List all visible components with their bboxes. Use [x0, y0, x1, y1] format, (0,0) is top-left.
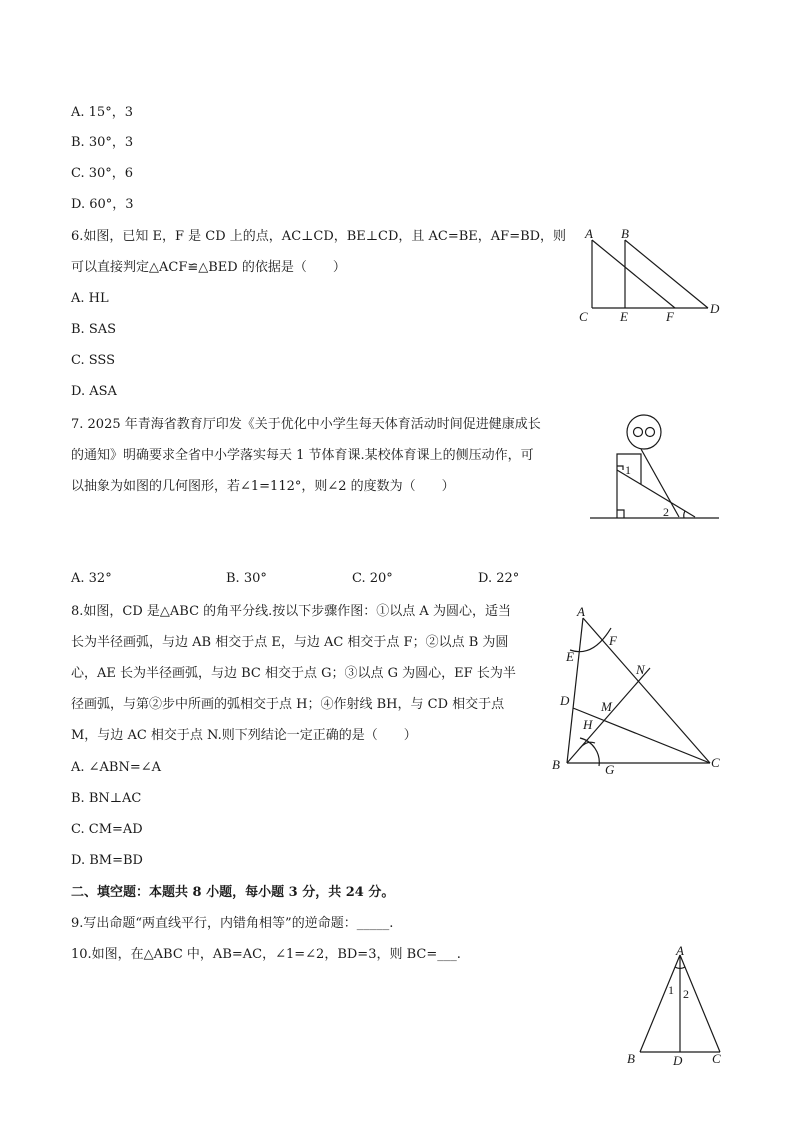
q10-angle1-label: 1 — [668, 983, 674, 997]
q7-small-mark — [617, 466, 623, 470]
q8-label-f: F — [609, 633, 617, 648]
q8-figure — [545, 598, 735, 783]
q6-label-f: F — [666, 309, 674, 324]
q10-stem: 10.如图，在△ABC 中，AB=AC，∠1=∠2，BD=3，则 BC=___. — [71, 947, 461, 962]
q5-option-d: D. 60°，3 — [71, 197, 134, 212]
q6-option-a: A. HL — [71, 291, 109, 306]
q8-stem-line3: 心，AE 长为半径画弧，与边 BC 相交于点 G；③以点 G 为圆心，EF 长为半 — [71, 666, 516, 681]
q8-option-a: A. ∠ABN=∠A — [71, 760, 162, 775]
q8-option-d: D. BM=BD — [71, 853, 143, 868]
q6-seg-bd — [625, 240, 708, 308]
q5-option-a: A. 15°，3 — [71, 105, 133, 120]
q7-figure — [585, 410, 725, 525]
q10-side-ac — [680, 955, 720, 1052]
q5-option-b: B. 30°，3 — [71, 135, 134, 150]
q10-label-b: B — [627, 1051, 635, 1066]
q8-label-d: D — [560, 693, 570, 708]
q6-label-d: D — [710, 301, 720, 316]
q7-stem-line2: 的通知》明确要求全省中小学落实每天 1 节体育课.某校体育课上的侧压动作，可 — [71, 448, 534, 463]
q8-arc-ef — [570, 628, 611, 652]
q6-label-a: A — [585, 226, 593, 241]
q7-option-a: A. 32° — [71, 571, 112, 586]
q6-label-c: C — [579, 309, 588, 324]
q7-option-d: D. 22° — [478, 571, 520, 586]
q6-option-b: B. SAS — [71, 322, 117, 337]
q6-label-e: E — [620, 309, 628, 324]
q8-label-n: N — [636, 662, 645, 677]
q8-stem-line5: M，与边 AC 相交于点 N.则下列结论一定正确的是（ ） — [71, 728, 417, 743]
q8-label-a: A — [577, 604, 585, 619]
q7-stem-line1: 7. 2025 年青海省教育厅印发《关于优化中小学生每天体育活动时间促进健康成长 — [71, 417, 541, 432]
q10-figure — [615, 940, 735, 1070]
q8-label-b: B — [552, 757, 560, 772]
q10-label-c: C — [712, 1051, 721, 1066]
q9-stem: 9.写出命题“两直线平行，内错角相等”的逆命题：_____. — [71, 916, 394, 931]
q10-angle2-label: 2 — [683, 987, 689, 1001]
q7-right-angle-mark — [617, 510, 624, 518]
q8-stem-line2: 长为半径画弧，与边 AB 相交于点 E，与边 AC 相交于点 F；②以点 B 为圆 — [71, 635, 509, 650]
q6-figure — [575, 222, 735, 327]
q10-side-ab — [640, 955, 680, 1052]
q8-option-b: B. BN⊥AC — [71, 791, 142, 806]
q6-label-b: B — [621, 226, 629, 241]
q10-label-d: D — [673, 1053, 683, 1068]
q7-eye-right — [646, 428, 655, 437]
q8-label-m: M — [601, 699, 612, 714]
q7-leg-line — [641, 449, 679, 517]
q10-label-a: A — [676, 943, 684, 958]
section2-heading: 二、填空题：本题共 8 小题，每小题 3 分，共 24 分。 — [71, 885, 395, 900]
q8-label-e: E — [566, 649, 574, 664]
q8-stem-line4: 径画弧，与第②步中所画的弧相交于点 H；④作射线 BH，与 CD 相交于点 — [71, 697, 505, 712]
q7-angle2-arc — [684, 511, 685, 518]
q8-stem-line1: 8.如图，CD 是△ABC 的角平分线.按以下步骤作图：①以点 A 为圆心，适当 — [71, 604, 511, 619]
q7-head-circle — [627, 415, 661, 449]
q7-option-c: C. 20° — [352, 571, 393, 586]
q6-option-d: D. ASA — [71, 384, 117, 399]
q7-stem-line3: 以抽象为如图的几何图形，若∠1=112°，则∠2 的度数为（ ） — [71, 479, 455, 494]
q7-angle1-label: 1 — [625, 463, 631, 477]
q5-option-c: C. 30°，6 — [71, 166, 134, 181]
q8-ray-bh — [567, 668, 650, 763]
q8-bisector-cd — [573, 708, 710, 763]
q6-option-c: C. SSS — [71, 353, 116, 368]
q6-stem-line1: 6.如图，已知 E，F 是 CD 上的点，AC⊥CD，BE⊥CD，且 AC=BE，AF=BD，则 — [71, 229, 567, 244]
q8-option-c: C. CM=AD — [71, 822, 143, 837]
q8-side-ab — [567, 618, 583, 763]
q7-eye-left — [634, 428, 643, 437]
q8-label-c: C — [711, 755, 720, 770]
q6-stem-line2: 可以直接判定△ACF≌△BED 的依据是（ ） — [71, 260, 346, 275]
q8-label-h: H — [583, 717, 593, 732]
q7-option-b: B. 30° — [226, 571, 267, 586]
q7-angle2-label: 2 — [663, 505, 669, 519]
q8-label-g: G — [605, 762, 615, 777]
q6-seg-af — [592, 240, 675, 308]
